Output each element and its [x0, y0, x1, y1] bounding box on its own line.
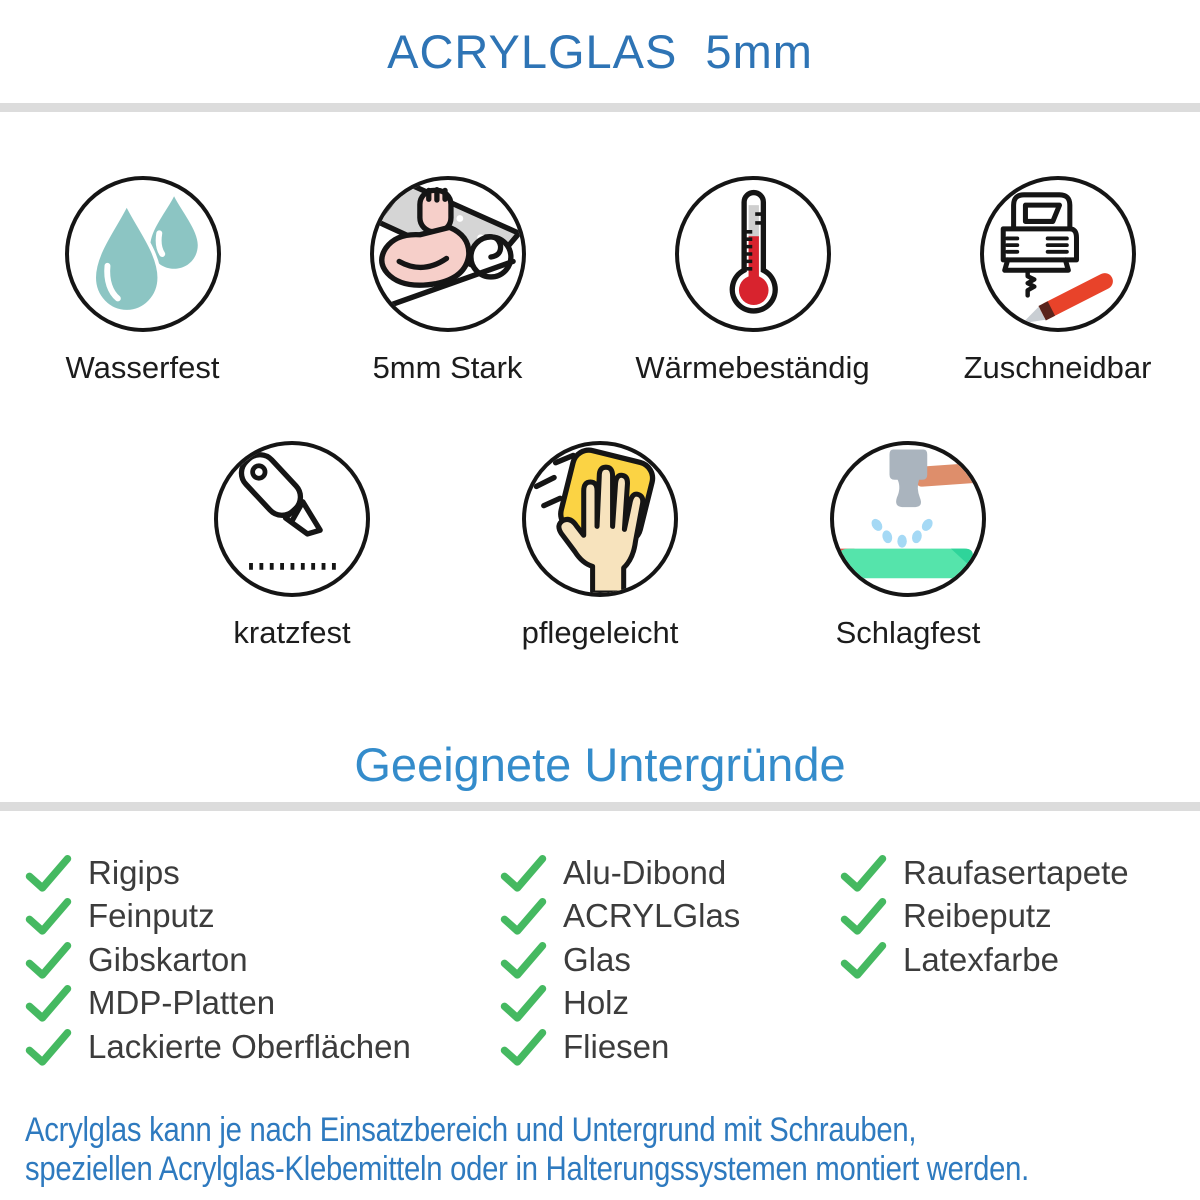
check-icon — [500, 897, 547, 935]
surface-item — [25, 1025, 500, 1069]
surface-label: Glas — [563, 940, 631, 978]
feature-schlagfest — [783, 441, 1033, 651]
mounting-note — [25, 1111, 1200, 1189]
check-icon — [500, 1028, 547, 1066]
divider-bottom — [0, 802, 1200, 811]
hammer-impact-icon — [834, 445, 982, 593]
jigsaw-cutter-icon — [984, 180, 1132, 328]
feature-label: 5mm Stark — [372, 350, 523, 385]
surface-label: Feinputz — [88, 897, 215, 935]
surfaces-list — [0, 851, 1200, 1069]
feature-kratzfest — [167, 441, 417, 651]
check-icon — [500, 941, 547, 979]
feature-circle — [522, 441, 678, 597]
check-icon — [25, 1028, 72, 1066]
surface-label: Reibeputz — [903, 897, 1052, 935]
feature-label: Wärmebeständig — [635, 350, 870, 385]
feature-zuschneidbar — [933, 176, 1183, 386]
surface-label: Holz — [563, 984, 630, 1022]
surface-label: Lackierte Oberflächen — [88, 1027, 411, 1065]
check-icon — [25, 984, 72, 1022]
utility-knife-icon — [218, 445, 366, 593]
mounting-note-line: speziellen Acrylglas-Klebemitteln oder in Halterungssystemen montiert werden. — [25, 1149, 1030, 1188]
surface-label: Raufasertapete — [903, 853, 1129, 891]
feature-label: pflegeleicht — [521, 615, 679, 650]
check-icon — [840, 897, 887, 935]
surface-item — [840, 851, 1200, 895]
surfaces-column-1 — [25, 851, 500, 1069]
check-icon — [500, 854, 547, 892]
surface-item — [500, 982, 840, 1026]
surface-item — [840, 938, 1200, 982]
mounting-note-line: Acrylglas kann je nach Einsatzbereich und Untergrund mit Schrauben, — [25, 1110, 917, 1149]
feature-label: Wasserfest — [65, 350, 220, 385]
hand-cloth-icon — [526, 445, 674, 593]
feature-pflegeleicht — [475, 441, 725, 651]
surface-item — [500, 895, 840, 939]
surface-item — [840, 895, 1200, 939]
check-icon — [840, 854, 887, 892]
surface-label: MDP-Platten — [88, 984, 276, 1022]
surface-item — [25, 851, 500, 895]
divider-top — [0, 103, 1200, 112]
feature-wasserfest — [18, 176, 268, 386]
feature-label: Schlagfest — [835, 615, 981, 650]
surfaces-column-2 — [500, 851, 840, 1069]
water-drops-icon — [69, 180, 217, 328]
surface-label: Latexfarbe — [903, 940, 1059, 978]
feature-5mm-stark — [323, 176, 573, 386]
surface-item — [500, 1025, 840, 1069]
flexed-arm-roll-icon — [374, 180, 522, 328]
surface-label: Fliesen — [563, 1027, 670, 1065]
features-row-1 — [0, 176, 1200, 386]
feature-circle — [830, 441, 986, 597]
feature-label: kratzfest — [233, 615, 351, 650]
surface-item — [25, 938, 500, 982]
check-icon — [25, 941, 72, 979]
feature-label: Zuschneidbar — [963, 350, 1152, 385]
check-icon — [500, 984, 547, 1022]
feature-waermebestaendig — [628, 176, 878, 386]
surfaces-column-3 — [840, 851, 1200, 1069]
surface-label: Gibskarton — [88, 940, 248, 978]
surface-item — [500, 938, 840, 982]
check-icon — [25, 897, 72, 935]
check-icon — [840, 941, 887, 979]
feature-circle — [675, 176, 831, 332]
surface-label: ACRYLGlas — [563, 897, 741, 935]
section-title-untergruende: Geeignete Untergründe — [354, 738, 846, 791]
surface-item — [500, 851, 840, 895]
surface-label: Alu-Dibond — [563, 853, 727, 891]
surface-item — [25, 982, 500, 1026]
thermometer-icon — [679, 180, 827, 328]
surface-item — [25, 895, 500, 939]
feature-circle — [65, 176, 221, 332]
check-icon — [25, 854, 72, 892]
page-title: ACRYLGLAS 5mm — [387, 25, 813, 78]
feature-circle — [980, 176, 1136, 332]
features-row-2 — [0, 441, 1200, 651]
feature-circle — [214, 441, 370, 597]
surface-label: Rigips — [88, 853, 180, 891]
feature-circle — [370, 176, 526, 332]
